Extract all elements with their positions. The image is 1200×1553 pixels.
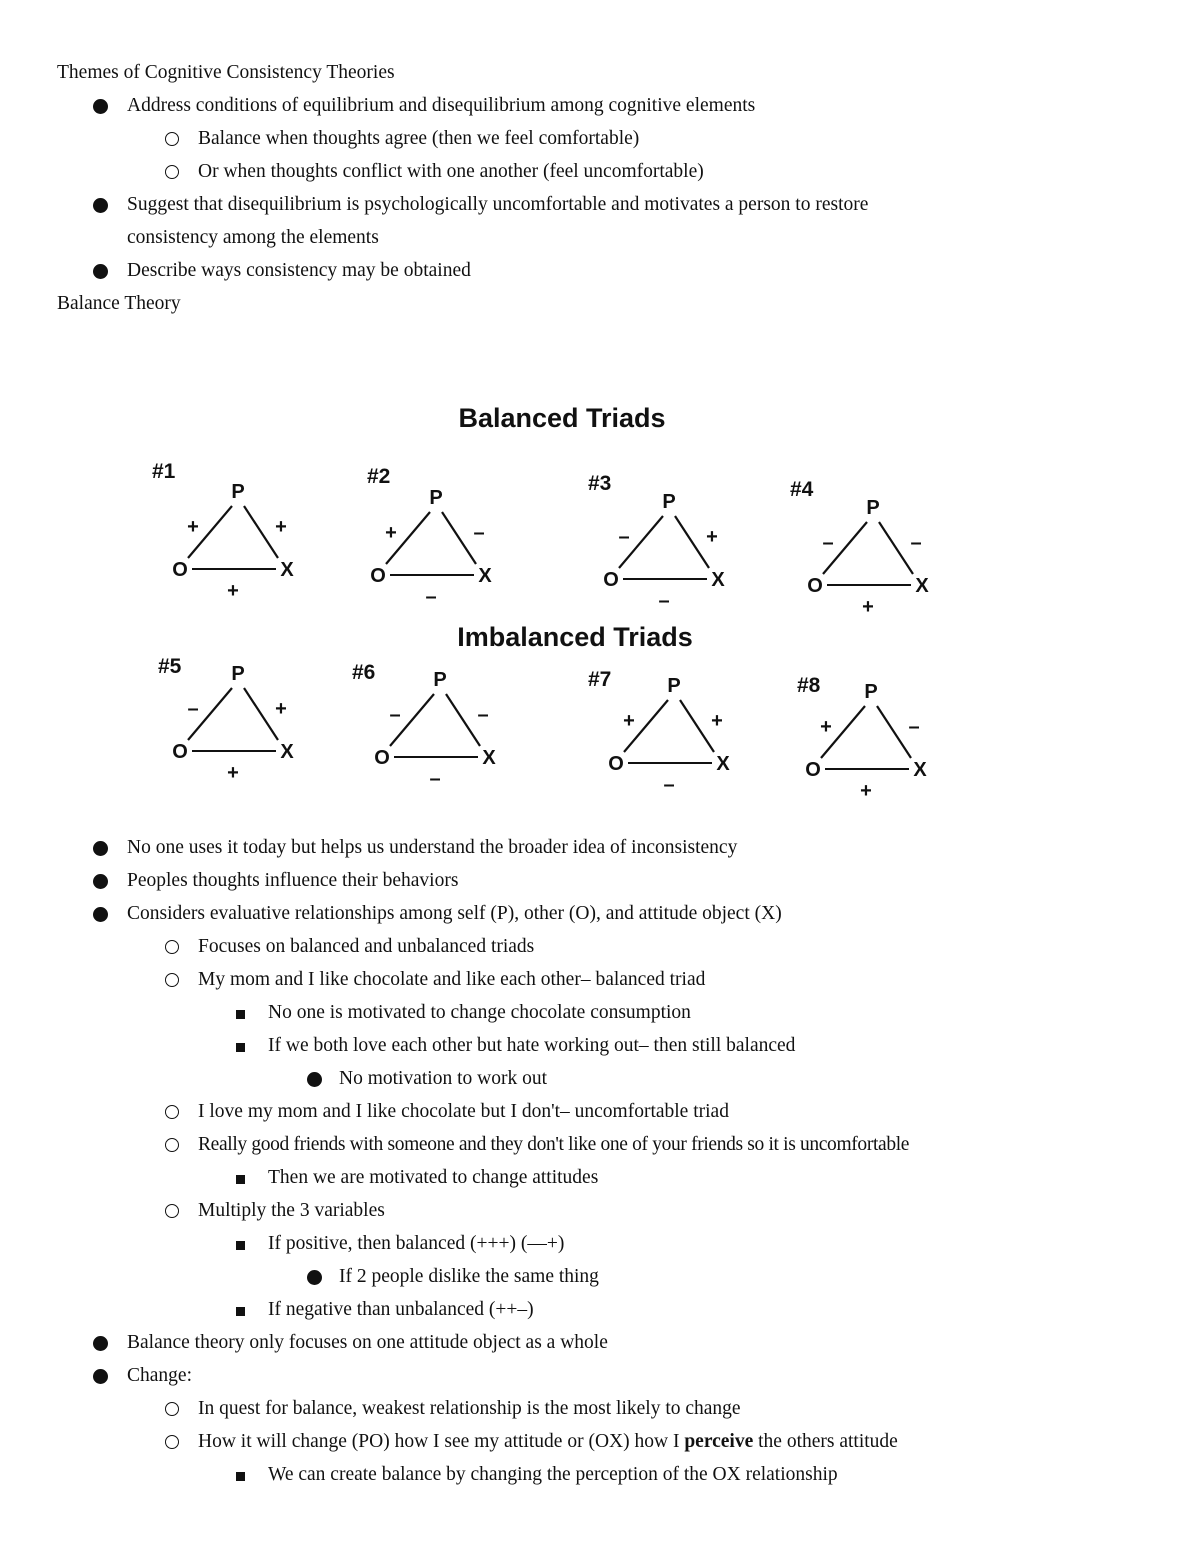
po-sign-label: – xyxy=(618,526,630,548)
vertex-x-label: X xyxy=(280,741,294,763)
px-sign-label: – xyxy=(477,704,489,726)
bullet-disc-icon xyxy=(307,1270,322,1285)
bullet-circle-icon xyxy=(165,1435,179,1449)
triad-number-label: #5 xyxy=(158,655,182,678)
ox-sign-label: + xyxy=(227,580,239,602)
bullet-disc-icon xyxy=(93,1336,108,1351)
ox-sign-label: + xyxy=(860,780,872,800)
vertex-p-label: P xyxy=(231,663,245,685)
list-item-text: In quest for balance, weakest relationship is the most likely to change xyxy=(198,1398,741,1419)
text-segment: How it will change (PO) how I see my attitude or (OX) how I xyxy=(198,1431,685,1452)
vertex-o-label: O xyxy=(805,759,821,781)
list-item-text: Balance theory only focuses on one attitude object as a whole xyxy=(127,1332,608,1353)
bullet-circle-icon xyxy=(165,1105,179,1119)
ox-sign-label: + xyxy=(227,762,239,784)
vertex-o-label: O xyxy=(608,753,624,775)
list-item-text: Focuses on balanced and unbalanced triads xyxy=(198,936,535,957)
vertex-o-label: O xyxy=(172,741,188,763)
vertex-x-label: X xyxy=(280,559,294,581)
triad-number-label: #6 xyxy=(352,661,376,684)
vertex-o-label: O xyxy=(603,569,619,591)
vertex-p-label: P xyxy=(429,487,443,509)
px-edge-line xyxy=(877,706,911,758)
bullet-circle-icon xyxy=(165,1138,179,1152)
list-item-text xyxy=(198,1429,898,1455)
ox-sign-label: – xyxy=(429,768,441,790)
triad-number-label: #7 xyxy=(588,668,612,691)
bullet-disc-icon xyxy=(93,841,108,856)
triad-number-label: #3 xyxy=(588,472,612,495)
list-item-text: Change: xyxy=(127,1365,192,1386)
bullet-circle-icon xyxy=(165,165,179,179)
triad-number-label: #8 xyxy=(797,674,821,697)
list-item-text: I love my mom and I like chocolate but I don't– uncomfortable triad xyxy=(198,1101,729,1122)
bullet-circle-icon xyxy=(165,1204,179,1218)
px-sign-label: + xyxy=(275,516,287,538)
bullet-square-icon xyxy=(236,1472,245,1481)
vertex-x-label: X xyxy=(482,747,496,769)
bullet-square-icon xyxy=(236,1175,245,1184)
vertex-p-label: P xyxy=(231,481,245,503)
list-item-text: Suggest that disequilibrium is psychologically uncomfortable and motivates a person to restore xyxy=(127,194,869,215)
triad-number-label: #2 xyxy=(367,465,391,488)
px-edge-line xyxy=(879,522,913,574)
px-sign-label: + xyxy=(711,710,723,732)
bullet-disc-icon xyxy=(93,907,108,922)
list-item-text: Peoples thoughts influence their behaviors xyxy=(127,870,459,891)
bullet-circle-icon xyxy=(165,973,179,987)
px-edge-line xyxy=(244,688,278,740)
bullet-disc-icon xyxy=(93,874,108,889)
text-segment: the others attitude xyxy=(753,1431,898,1452)
vertex-p-label: P xyxy=(667,675,681,697)
vertex-o-label: O xyxy=(172,559,188,581)
list-item-text: Considers evaluative relationships among self (P), other (O), and attitude object (X) xyxy=(127,903,782,924)
list-item-text: Really good friends with someone and they don't like one of your friends so it is uncomfortable xyxy=(198,1134,910,1155)
triad-number-label: #1 xyxy=(152,460,176,483)
bullet-disc-icon xyxy=(93,1369,108,1384)
list-item-text: Or when thoughts conflict with one another (feel uncomfortable) xyxy=(198,161,704,182)
list-item-text: No one uses it today but helps us understand the broader idea of inconsistency xyxy=(127,837,738,858)
list-item-text: My mom and I like chocolate and like each other– balanced triad xyxy=(198,969,706,990)
vertex-p-label: P xyxy=(662,491,676,513)
bullet-circle-icon xyxy=(165,940,179,954)
px-sign-label: – xyxy=(908,716,920,738)
ox-sign-label: – xyxy=(658,590,670,612)
heading-balance-theory: Balance Theory xyxy=(57,293,181,314)
list-item-text: If we both love each other but hate working out– then still balanced xyxy=(268,1035,796,1056)
balance-triads-figure xyxy=(140,390,960,800)
vertex-p-label: P xyxy=(866,497,880,519)
ox-sign-label: – xyxy=(663,774,675,796)
px-sign-label: + xyxy=(706,526,718,548)
bold-text-perceive: perceive xyxy=(684,1431,754,1452)
ox-sign-label: – xyxy=(425,586,437,608)
vertex-x-label: X xyxy=(716,753,730,775)
vertex-x-label: X xyxy=(913,759,927,781)
bullet-disc-icon xyxy=(307,1072,322,1087)
vertex-o-label: O xyxy=(807,575,823,597)
vertex-o-label: O xyxy=(374,747,390,769)
px-edge-line xyxy=(244,506,278,558)
po-sign-label: + xyxy=(187,516,199,538)
list-item-text: Then we are motivated to change attitudes xyxy=(268,1167,599,1188)
list-item-text: We can create balance by changing the perception of the OX relationship xyxy=(268,1464,838,1485)
imbalanced-triads-title: Imbalanced Triads xyxy=(457,622,693,652)
po-sign-label: + xyxy=(385,522,397,544)
bullet-disc-icon xyxy=(93,198,108,213)
po-sign-label: – xyxy=(187,698,199,720)
list-item-text: No motivation to work out xyxy=(339,1068,547,1089)
px-edge-line xyxy=(442,512,476,564)
bullet-square-icon xyxy=(236,1241,245,1250)
px-edge-line xyxy=(675,516,709,568)
vertex-x-label: X xyxy=(711,569,725,591)
bullet-circle-icon xyxy=(165,132,179,146)
po-sign-label: – xyxy=(389,704,401,726)
triad-number-label: #4 xyxy=(790,478,814,501)
list-item-text: If negative than unbalanced (++–) xyxy=(268,1299,534,1320)
bullet-disc-icon xyxy=(93,99,108,114)
list-item-text: If positive, then balanced (+++) (––+) xyxy=(268,1233,565,1254)
vertex-o-label: O xyxy=(370,565,386,587)
px-sign-label: – xyxy=(473,522,485,544)
ox-sign-label: + xyxy=(862,596,874,618)
px-edge-line xyxy=(680,700,714,752)
vertex-p-label: P xyxy=(433,669,447,691)
po-sign-label: + xyxy=(820,716,832,738)
px-sign-label: + xyxy=(275,698,287,720)
po-sign-label: + xyxy=(623,710,635,732)
list-item-text: Balance when thoughts agree (then we feel comfortable) xyxy=(198,128,640,149)
list-item-text: consistency among the elements xyxy=(127,227,379,248)
list-item-text: Describe ways consistency may be obtained xyxy=(127,260,471,281)
bullet-disc-icon xyxy=(93,264,108,279)
heading-themes: Themes of Cognitive Consistency Theories xyxy=(57,62,395,83)
list-item-text: Address conditions of equilibrium and disequilibrium among cognitive elements xyxy=(127,95,756,116)
px-sign-label: – xyxy=(910,532,922,554)
vertex-p-label: P xyxy=(864,681,878,703)
bullet-square-icon xyxy=(236,1043,245,1052)
po-sign-label: – xyxy=(822,532,834,554)
bullet-square-icon xyxy=(236,1010,245,1019)
vertex-x-label: X xyxy=(478,565,492,587)
bullet-square-icon xyxy=(236,1307,245,1316)
list-item-text: If 2 people dislike the same thing xyxy=(339,1266,599,1287)
list-item-text: Multiply the 3 variables xyxy=(198,1200,385,1221)
vertex-x-label: X xyxy=(915,575,929,597)
list-item-text: No one is motivated to change chocolate consumption xyxy=(268,1002,691,1023)
bullet-circle-icon xyxy=(165,1402,179,1416)
px-edge-line xyxy=(446,694,480,746)
balanced-triads-title: Balanced Triads xyxy=(458,403,666,433)
